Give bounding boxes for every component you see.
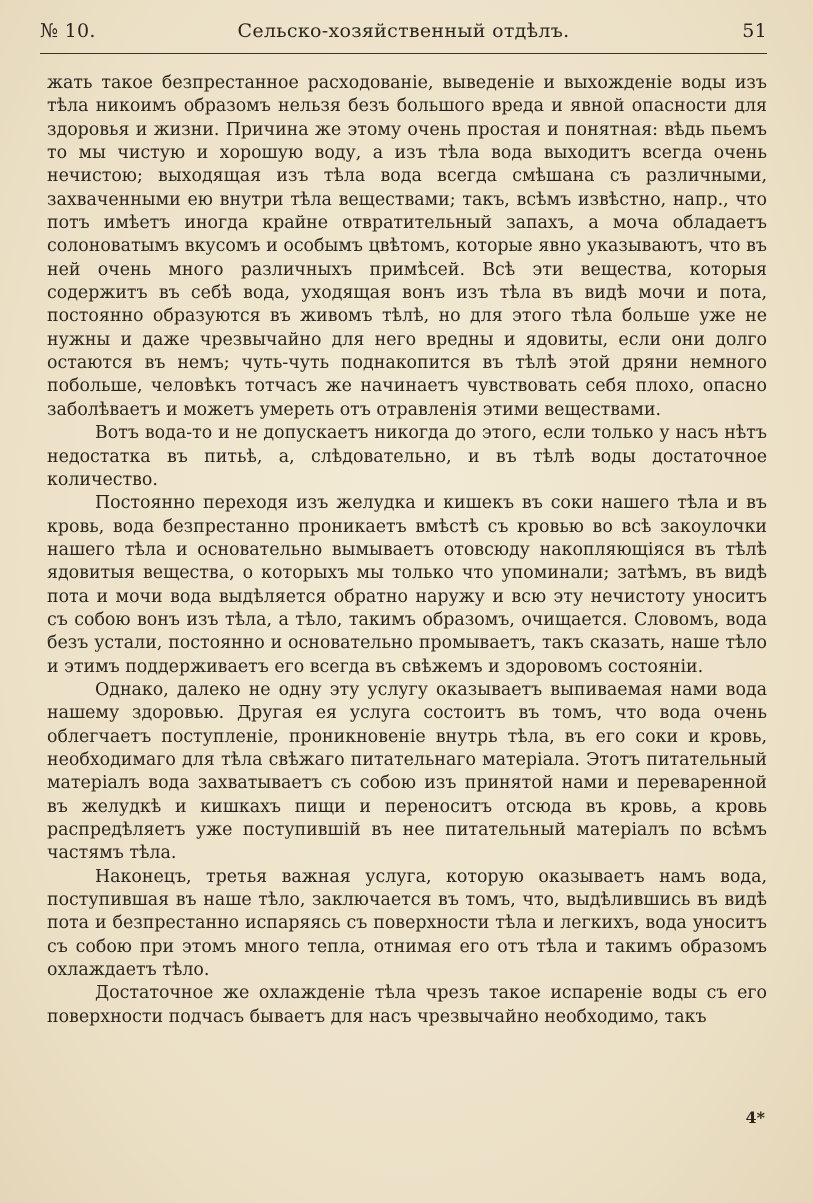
paragraph: Наконецъ, третья важная услуга, которую оказываетъ намъ вода, поступившая въ наше тѣло, заключается въ томъ, что, выдѣлившись въ видѣ пота и безпрестанно испаряясь съ поверхности тѣла и легкихъ, вода уноситъ съ собою при этомъ много тепла, отнимая его отъ тѣла и такимъ образомъ охлаждаетъ тѣло.	[47, 866, 767, 981]
signature-mark: 4*	[745, 1108, 765, 1127]
section-title: Сельско-хозяйственный отдѣлъ.	[237, 20, 570, 42]
article-body	[47, 72, 767, 1029]
paragraph: Постоянно переходя изъ желудка и кишекъ въ соки нашего тѣла и въ кровь, вода безпрестанно проникаетъ вмѣстѣ съ кровью во всѣ закоулочки нашего тѣла и основательно вымываетъ отовсюду накопляющіяся въ тѣлѣ ядовитыя вещества, о которыхъ мы только что упоминали; затѣмъ, въ видѣ пота и мочи вода выдѣляется обратно наружу и всю эту нечистоту уноситъ съ собою вонъ изъ тѣла, а тѣло, такимъ образомъ, очищается. Словомъ, вода безъ устали, постоянно и основательно промываетъ, такъ сказать, наше тѣло и этимъ поддерживаетъ его всегда въ свѣжемъ и здоровомъ состояніи.	[47, 493, 767, 677]
paragraph: Однако, далеко не одну эту услугу оказываетъ выпиваемая нами вода нашему здоровью. Другая ея услуга состоитъ въ томъ, что вода очень облегчаетъ поступленіе, проникновеніе внутрь тѣла, въ его соки и кровь, необходимаго для тѣла свѣжаго питательнаго матеріала. Этотъ питательный матеріалъ вода захватываетъ съ собою изъ принятой нами и переваренной въ желудкѣ и кишкахъ пищи и переноситъ отсюда въ кровь, а кровь распредѣляетъ уже поступившій въ нее питательный матеріалъ по всѣмъ частямъ тѣла.	[47, 679, 767, 864]
header-rule	[40, 53, 767, 54]
paragraph: Достаточное же охлажденіе тѣла чрезъ такое испареніе воды съ его поверхности подчасъ бываетъ для насъ чрезвычайно необходимо, такъ	[47, 983, 767, 1027]
issue-number: № 10.	[40, 20, 96, 42]
paragraph: Вотъ вода-то и не допускаетъ никогда до этого, если только у насъ нѣтъ недостатка въ питьѣ, а, слѣдовательно, и въ тѣлѣ воды достаточное количество.	[47, 423, 767, 490]
paragraph: жать такое безпрестанное расходованіе, выведеніе и выхожденіе воды изъ тѣла никоимъ образомъ нельзя безъ большого вреда и явной опасности для здоровья и жизни. Причина же этому очень простая и понятная: вѣдь пьемъ то мы чистую и хорошую воду, а изъ тѣла вода выходитъ всегда очень нечистою; выходящая изъ тѣла вода всегда смѣшана съ различными, захваченными ею внутри тѣла веществами; такъ, всѣмъ извѣстно, напр., что потъ имѣетъ иногда крайне отвратительный запахъ, а моча обладаетъ солоноватымъ вкусомъ и особымъ цвѣтомъ, которые явно указываютъ, что въ ней очень много различныхъ примѣсей. Всѣ эти вещества, которыя содержитъ въ себѣ вода, уходящая вонъ изъ тѣла въ видѣ мочи и пота, постоянно образуются въ живомъ тѣлѣ, но для этого тѣла больше уже не нужны и даже чрезвычайно для него вредны и ядовиты, если они долго остаются въ немъ; чуть-чуть поднакопится въ тѣлѣ этой дряни немного побольше, человѣкъ тотчасъ же начинаетъ чувствовать себя плохо, опасно заболѣваетъ и можетъ умереть отъ отравленія этими веществами.	[47, 73, 767, 420]
page-header	[40, 20, 767, 50]
page-number: 51	[742, 20, 767, 42]
